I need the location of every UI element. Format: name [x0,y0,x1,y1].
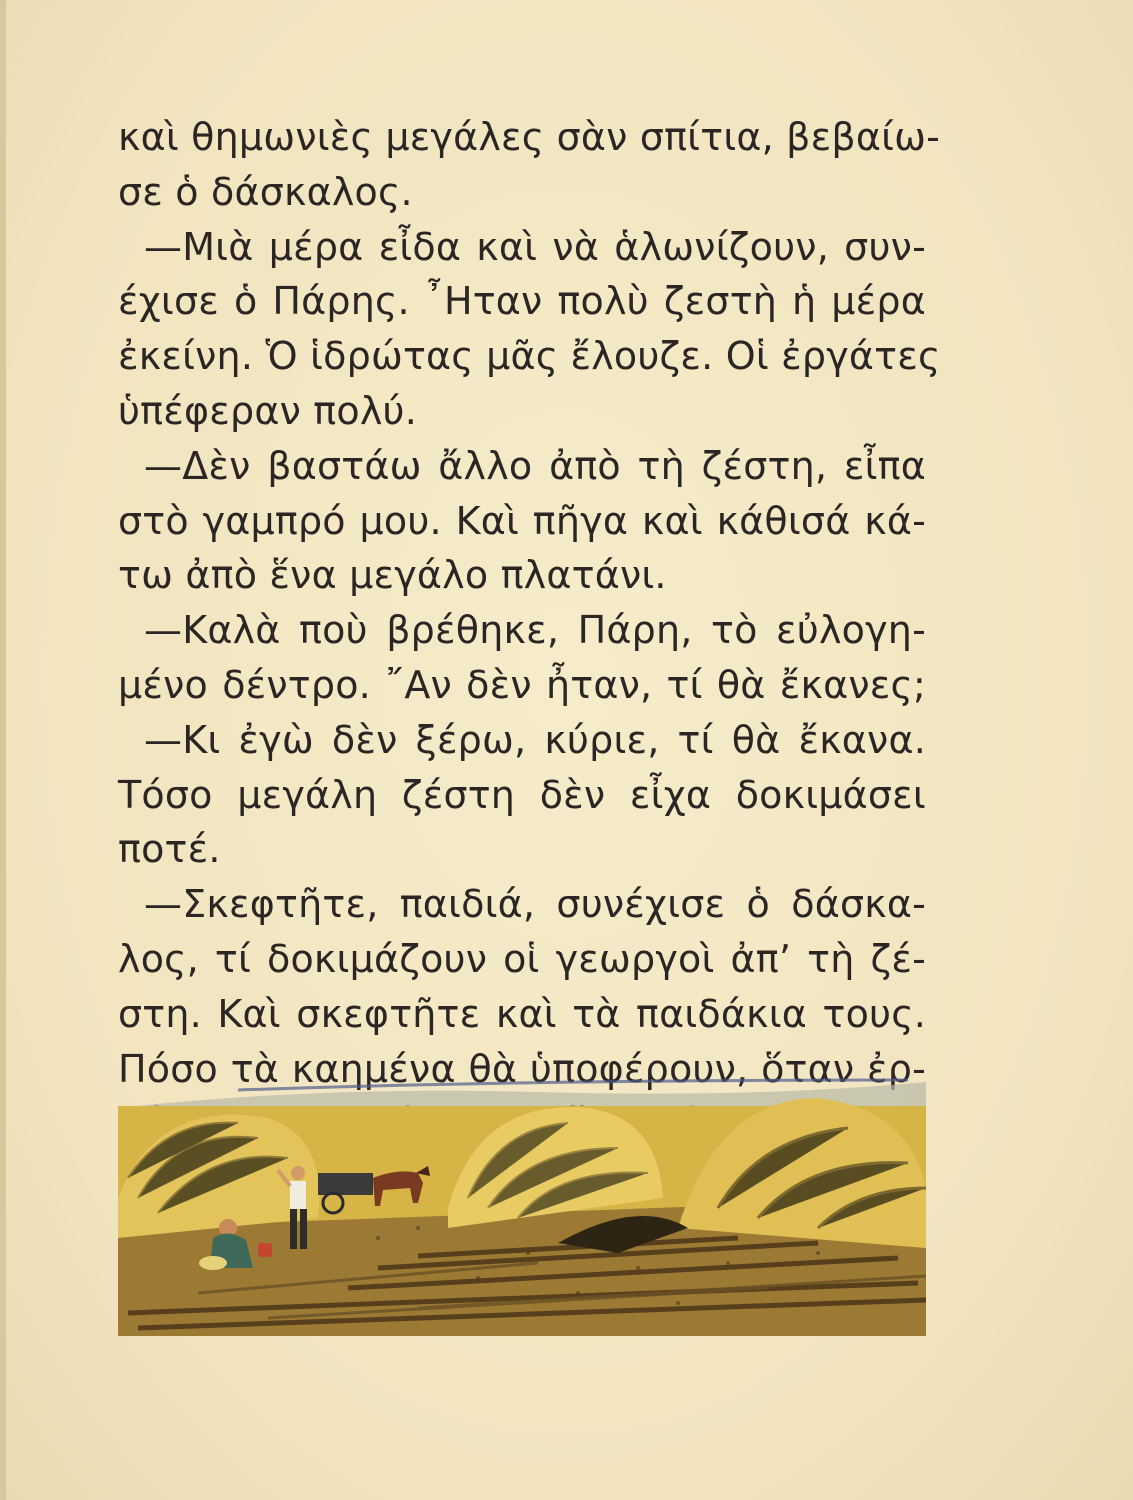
text-line: Πόσο τὰ καημένα θὰ ὑποφέρουν, ὅταν ἐρ- [118,1046,926,1091]
text-line: καὶ θημωνιὲς μεγάλες σὰν σπίτια, βεβαίω- [118,115,941,159]
text-line: στη. Καὶ σκεφτῆτε καὶ τὰ παιδάκια τους. [118,991,926,1036]
text-line: —Καλὰ ποὺ βρέθηκε, Πάρη, τὸ εὐλογη- [144,608,926,653]
text-line: στὸ γαμπρό μου. Καὶ πῆγα καὶ κάθισά κά- [118,498,926,543]
text-line: έχισε ὁ Πάρης. ῏Ηταν πολὺ ζεστὴ ἡ μέρα [118,279,926,324]
harvest-illustration [118,1078,926,1336]
text-line: ποτέ. [118,827,221,872]
text-line: —Κι ἐγὼ δὲν ξέρω, κύριε, τί θὰ ἔκανα. [144,717,926,762]
text-line: τω ἀπὸ ἕνα μεγάλο πλατάνι. [118,553,667,598]
text-line: —Δὲν βαστάω ἄλλο ἀπὸ τὴ ζέστη, εἶπα [144,443,926,488]
text-line: σε ὁ δάσκαλος. [118,169,413,214]
text-line: ἐκείνη. Ὁ ἱδρώτας μᾶς ἔλουζε. Οἱ ἐργάτες [118,334,941,379]
text-line: λος, τί δοκιμάζουν οἱ γεωργοὶ ἀπ’ τὴ ζέ- [118,936,926,981]
page-edge [0,0,6,1500]
text-line: Τόσο μεγάλη ζέστη δὲν εἶχα δοκιμάσει [118,772,926,817]
text-line: —Μιὰ μέρα εἶδα καὶ νὰ ἁλωνίζουν, συν- [144,224,926,269]
text-line: μένο δέντρο. ῎Αν δὲν ἦταν, τί θὰ ἔκανες; [118,662,926,707]
text-line: ὑπέφεραν πολύ. [118,388,417,433]
text-line: —Σκεφτῆτε, παιδιά, συνέχισε ὁ δάσκα- [144,882,926,927]
